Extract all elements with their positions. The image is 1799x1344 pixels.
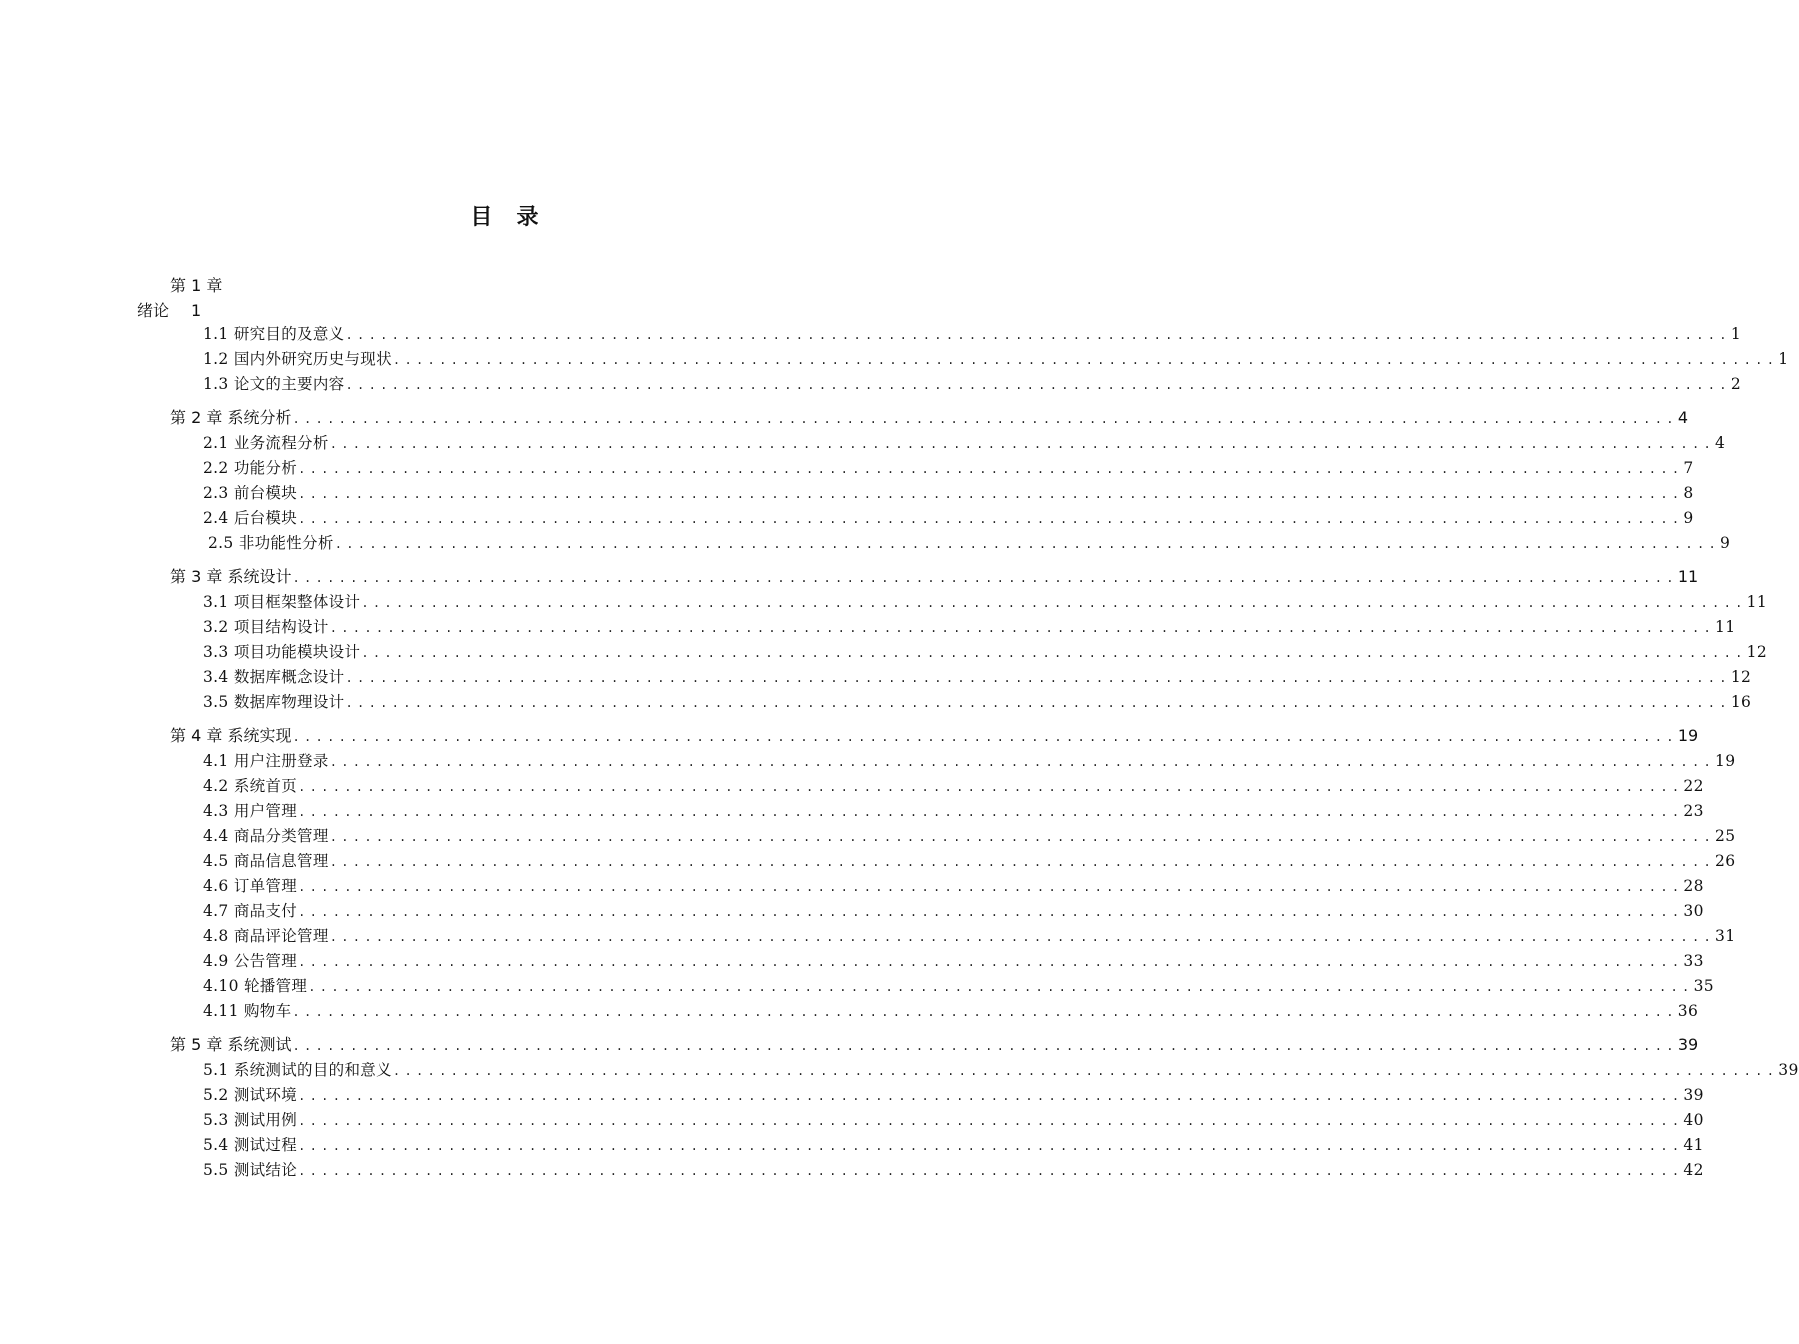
toc-section-entry[interactable] <box>203 1158 1704 1182</box>
toc-chapter-entry[interactable] <box>170 1033 1699 1057</box>
toc-dot-leader: ........................................................................................................................ <box>298 880 1684 894</box>
toc-section-entry[interactable] <box>203 849 1736 873</box>
toc-dot-leader: ........................................................................................................................ <box>298 1139 1684 1153</box>
toc-entry-page: 39 <box>1778 1061 1799 1079</box>
toc-entry-page: 12 <box>1730 668 1752 686</box>
toc-chapter-entry[interactable] <box>170 724 1699 748</box>
toc-section-entry[interactable] <box>208 531 1731 555</box>
toc-dot-leader: ........................................................................................................................ <box>292 730 1678 744</box>
toc-entry-label: 4.10 轮播管理 <box>203 977 308 995</box>
toc-section-entry[interactable] <box>203 347 1789 371</box>
toc-entry-page: 11 <box>1715 618 1736 636</box>
toc-entry-page: 11 <box>1677 567 1699 586</box>
toc-section-entry[interactable] <box>203 1058 1799 1082</box>
toc-entry-page: 16 <box>1730 693 1752 711</box>
toc-entry-label: 第 2 章 系统分析 <box>170 408 292 427</box>
toc-section-entry[interactable] <box>203 481 1694 505</box>
toc-dot-leader: ........................................................................................................................ <box>361 646 1747 660</box>
toc-entry-page: 19 <box>1677 726 1699 745</box>
toc-entry-label: 4.11 购物车 <box>203 1002 292 1020</box>
toc-title: 目 录 <box>470 205 540 230</box>
toc-entry-label: 3.4 数据库概念设计 <box>203 668 345 686</box>
toc-dot-leader: ........................................................................................................................ <box>345 328 1731 342</box>
toc-section-entry[interactable] <box>203 1108 1704 1132</box>
toc-section-entry[interactable] <box>203 949 1704 973</box>
toc-dot-leader: ........................................................................................................................ <box>334 537 1721 551</box>
toc-entry-label: 4.9 公告管理 <box>203 952 298 970</box>
toc-section-entry[interactable] <box>203 774 1704 798</box>
toc-section-entry[interactable] <box>203 924 1736 948</box>
toc-entry-label: 第 5 章 系统测试 <box>170 1035 292 1054</box>
toc-entry-page: 2 <box>1730 375 1742 393</box>
toc-entry-label: 5.4 测试过程 <box>203 1136 298 1154</box>
toc-section-entry[interactable] <box>203 372 1742 396</box>
toc-section-entry[interactable] <box>203 322 1742 346</box>
toc-section-entry[interactable] <box>203 874 1704 898</box>
toc-dot-leader: ........................................................................................................................ <box>298 1089 1684 1103</box>
toc-dot-leader: ........................................................................................................................ <box>345 671 1731 685</box>
toc-section-entry[interactable] <box>203 899 1704 923</box>
toc-section-entry[interactable] <box>203 456 1694 480</box>
toc-entry-page: 31 <box>1715 927 1736 945</box>
toc-entry-page: 39 <box>1683 1086 1704 1104</box>
toc-entry-page: 1 <box>1778 350 1789 368</box>
toc-dot-leader: ........................................................................................................................ <box>292 1039 1678 1053</box>
toc-dot-leader: ........................................................................................................................ <box>298 955 1684 969</box>
toc-section-entry[interactable] <box>203 1133 1704 1157</box>
toc-dot-leader: ........................................................................................................................ <box>308 980 1694 994</box>
toc-entry-label: 4.2 系统首页 <box>203 777 298 795</box>
toc-entry-page: 33 <box>1683 952 1704 970</box>
toc-entry-label: 4.5 商品信息管理 <box>203 852 329 870</box>
toc-dot-leader: ........................................................................................................................ <box>298 780 1684 794</box>
toc-entry-page: 4 <box>1715 434 1726 452</box>
toc-dot-leader: ........................................................................................................................ <box>298 462 1684 476</box>
toc-section-entry[interactable] <box>203 690 1752 714</box>
toc-entry-label: 5.1 系统测试的目的和意义 <box>203 1061 392 1079</box>
toc-entry-label: 1.1 研究目的及意义 <box>203 325 345 343</box>
toc-section-entry[interactable] <box>203 615 1736 639</box>
toc-chapter-entry[interactable] <box>170 565 1699 589</box>
toc-entry-page: 28 <box>1683 877 1704 895</box>
toc-entry-page: 23 <box>1683 802 1704 820</box>
toc-entry-page: 19 <box>1715 752 1736 770</box>
toc-entry-label: 3.5 数据库物理设计 <box>203 693 345 711</box>
toc-entry-page: 9 <box>1720 534 1731 552</box>
toc-entry-label: 2.5 非功能性分析 <box>208 534 334 552</box>
toc-section-entry[interactable] <box>203 506 1694 530</box>
toc-entry-label: 4.1 用户注册登录 <box>203 752 329 770</box>
toc-entry-label: 3.3 项目功能模块设计 <box>203 643 361 661</box>
toc-dot-leader: ........................................................................................................................ <box>292 571 1678 585</box>
toc-entry-page: 7 <box>1683 459 1694 477</box>
toc-dot-leader: ........................................................................................................................ <box>329 437 1716 451</box>
toc-entry-label: 5.5 测试结论 <box>203 1161 298 1179</box>
toc-entry-label: 4.7 商品支付 <box>203 902 298 920</box>
chapter-1-number: 第 1 章 <box>170 276 223 295</box>
toc-dot-leader: ........................................................................................................................ <box>329 930 1716 944</box>
toc-section-entry[interactable] <box>203 749 1736 773</box>
toc-dot-leader: ........................................................................................................................ <box>298 905 1684 919</box>
toc-entry-label: 3.1 项目框架整体设计 <box>203 593 361 611</box>
toc-entry-page: 9 <box>1683 509 1694 527</box>
toc-entry-label: 5.3 测试用例 <box>203 1111 298 1129</box>
toc-entry-label: 4.6 订单管理 <box>203 877 298 895</box>
toc-entry-page: 35 <box>1693 977 1714 995</box>
toc-entry-label: 1.3 论文的主要内容 <box>203 375 345 393</box>
toc-entry-page: 39 <box>1677 1035 1699 1054</box>
toc-dot-leader: ........................................................................................................................ <box>298 487 1684 501</box>
toc-entry-label: 3.2 项目结构设计 <box>203 618 329 636</box>
toc-entry-label: 2.3 前台模块 <box>203 484 298 502</box>
toc-dot-leader: ........................................................................................................................ <box>298 512 1684 526</box>
toc-entry-page: 22 <box>1683 777 1704 795</box>
toc-entry-page: 40 <box>1683 1111 1704 1129</box>
toc-section-entry[interactable] <box>203 640 1768 664</box>
toc-entry-page: 12 <box>1746 643 1768 661</box>
toc-entry-page: 42 <box>1683 1161 1704 1179</box>
chapter-1-page: 1 <box>191 301 202 320</box>
toc-entry-page: 8 <box>1683 484 1694 502</box>
toc-entry-label: 5.2 测试环境 <box>203 1086 298 1104</box>
toc-chapter-entry[interactable] <box>170 406 1688 430</box>
toc-dot-leader: ........................................................................................................................ <box>329 855 1716 869</box>
chapter-1-title <box>137 298 201 321</box>
toc-dot-leader: ........................................................................................................................ <box>292 1005 1678 1019</box>
toc-entry-label: 2.4 后台模块 <box>203 509 298 527</box>
toc-entry-page: 25 <box>1715 827 1736 845</box>
toc-section-entry[interactable] <box>203 799 1704 823</box>
toc-entry-page: 36 <box>1677 1002 1699 1020</box>
toc-entry-label: 2.1 业务流程分析 <box>203 434 329 452</box>
chapter-1-label: 绪论 <box>137 301 170 320</box>
toc-section-entry[interactable] <box>203 665 1752 689</box>
toc-entry-label: 4.3 用户管理 <box>203 802 298 820</box>
toc-section-entry[interactable] <box>203 590 1768 614</box>
toc-section-entry[interactable] <box>203 431 1726 455</box>
toc-entry-page: 26 <box>1715 852 1736 870</box>
toc-entry-page: 1 <box>1730 325 1742 343</box>
toc-entry-label: 1.2 国内外研究历史与现状 <box>203 350 392 368</box>
toc-section-entry[interactable] <box>203 1083 1704 1107</box>
toc-dot-leader: ........................................................................................................................ <box>392 353 1779 367</box>
toc-section-entry[interactable] <box>203 999 1699 1023</box>
toc-entry-page: 41 <box>1683 1136 1704 1154</box>
toc-section-entry[interactable] <box>203 974 1714 998</box>
toc-dot-leader: ........................................................................................................................ <box>345 378 1731 392</box>
toc-entry-label: 第 4 章 系统实现 <box>170 726 292 745</box>
toc-entry-page: 30 <box>1683 902 1704 920</box>
toc-entry-page: 11 <box>1746 593 1768 611</box>
toc-entry-label: 第 3 章 系统设计 <box>170 567 292 586</box>
toc-dot-leader: ........................................................................................................................ <box>298 1164 1684 1178</box>
toc-entry-label: 2.2 功能分析 <box>203 459 298 477</box>
toc-entry-label: 4.4 商品分类管理 <box>203 827 329 845</box>
toc-section-entry[interactable] <box>203 824 1736 848</box>
toc-dot-leader: ........................................................................................................................ <box>361 596 1747 610</box>
toc-entry-label: 4.8 商品评论管理 <box>203 927 329 945</box>
toc-dot-leader: ........................................................................................................................ <box>329 621 1716 635</box>
toc-dot-leader: ........................................................................................................................ <box>292 412 1678 426</box>
toc-dot-leader: ........................................................................................................................ <box>392 1064 1779 1078</box>
toc-dot-leader: ........................................................................................................................ <box>345 696 1731 710</box>
toc-dot-leader: ........................................................................................................................ <box>329 755 1716 769</box>
toc-dot-leader: ........................................................................................................................ <box>329 830 1716 844</box>
toc-dot-leader: ........................................................................................................................ <box>298 805 1684 819</box>
toc-dot-leader: ........................................................................................................................ <box>298 1114 1684 1128</box>
toc-entry-page: 4 <box>1677 408 1688 427</box>
